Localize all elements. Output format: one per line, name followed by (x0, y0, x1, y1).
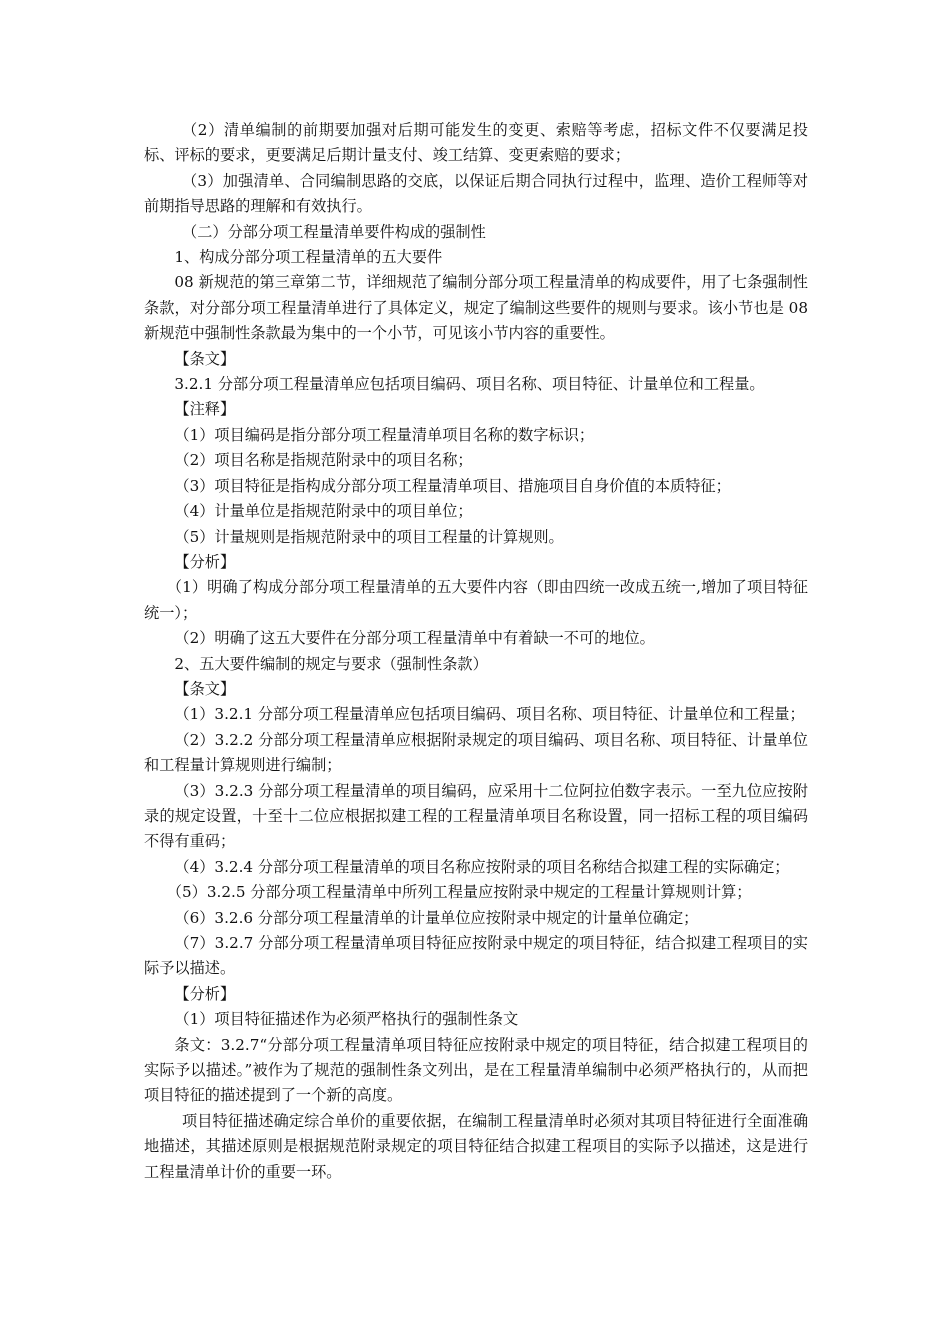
list-item: （4）计量单位是指规范附录中的项目单位； (174, 502, 473, 521)
paragraph: 项目特征描述确定综合单价的重要依据，在编制工程量清单时必须对其项目特征进行全面准确地描述，其描述原则是根据规范附录规定的项目特征结合拟建工程项目的实际予以描述，这是进行工程量清单计价的重要一环。 (144, 1111, 808, 1181)
paragraph: （3）加强清单、合同编制思路的交底，以保证后期合同执行过程中，监理、造价工程师等对前期指导思路的理解和有效执行。 (144, 171, 808, 216)
paragraph: 3.2.1 分部分项工程量清单应包括项目编码、项目名称、项目特征、计量单位和工程量。 (174, 375, 765, 394)
section-heading: （二）分部分项工程量清单要件构成的强制性 (182, 222, 486, 241)
list-item: （1）项目特征描述作为必须严格执行的强制性条文 (174, 1010, 519, 1029)
list-item: （2）明确了这五大要件在分部分项工程量清单中有着缺一不可的地位。 (174, 629, 655, 648)
list-item: （5）计量规则是指规范附录中的项目工程量的计算规则。 (174, 527, 564, 546)
list-item: （3）3.2.3 分部分项工程量清单的项目编码，应采用十二位阿拉伯数字表示。一至九位应按附录的规定设置，十至十二位应根据拟建工程的工程量清单项目名称设置，同一招标工程的项目编码不得有重码； (144, 781, 808, 851)
list-item: （6）3.2.6 分部分项工程量清单的计量单位应按附录中规定的计量单位确定； (174, 908, 699, 927)
clause-label: 【条文】 (174, 679, 236, 698)
paragraph: 08 新规范的第三章第二节，详细规范了编制分部分项工程量清单的构成要件，用了七条强制性条款，对分部分项工程量清单进行了具体定义，规定了编制这些要件的规则与要求。该小节也是 08 新规范中强制性条款最为集中的一个小节，可见该小节内容的重要性。 (144, 273, 808, 343)
note-label: 【注释】 (174, 400, 236, 419)
document-body (144, 118, 808, 1185)
list-item: （1）明确了构成分部分项工程量清单的五大要件内容（即由四统一改成五统一,增加了项目特征统一）； (144, 578, 808, 622)
analysis-label: 【分析】 (174, 984, 236, 1003)
analysis-label: 【分析】 (174, 552, 236, 571)
list-item: （5）3.2.5 分部分项工程量清单中所列工程量应按附录中规定的工程量计算规则计算； (166, 883, 752, 902)
paragraph: 条文：3.2.7“分部分项工程量清单项目特征应按附录中规定的项目特征，结合拟建工程项目的实际予以描述。”被作为了规范的强制性条文列出，是在工程量清单编制中必须严格执行的，从而把项目特征的描述提到了一个新的高度。 (144, 1035, 808, 1105)
subsection-heading: 1、构成分部分项工程量清单的五大要件 (174, 248, 443, 267)
clause-label: 【条文】 (174, 349, 236, 368)
list-item: （1）3.2.1 分部分项工程量清单应包括项目编码、项目名称、项目特征、计量单位和工程量； (174, 705, 805, 724)
list-item: （7）3.2.7 分部分项工程量清单项目特征应按附录中规定的项目特征，结合拟建工程项目的实际予以描述。 (144, 934, 808, 978)
list-item: （2）项目名称是指规范附录中的项目名称； (174, 451, 473, 470)
list-item: （1）项目编码是指分部分项工程量清单项目名称的数字标识； (174, 425, 595, 444)
list-item: （2）3.2.2 分部分项工程量清单应根据附录规定的项目编码、项目名称、项目特征、计量单位和工程量计算规则进行编制； (144, 730, 808, 775)
paragraph: （2）清单编制的前期要加强对后期可能发生的变更、索赔等考虑，招标文件不仅要满足投标、评标的要求，更要满足后期计量支付、竣工结算、变更索赔的要求； (144, 121, 808, 165)
list-item: （3）项目特征是指构成分部分项工程量清单项目、措施项目自身价值的本质特征； (174, 476, 731, 495)
subsection-heading: 2、五大要件编制的规定与要求（强制性条款） (174, 654, 488, 673)
list-item: （4）3.2.4 分部分项工程量清单的项目名称应按附录的项目名称结合拟建工程的实际确定； (174, 857, 790, 876)
